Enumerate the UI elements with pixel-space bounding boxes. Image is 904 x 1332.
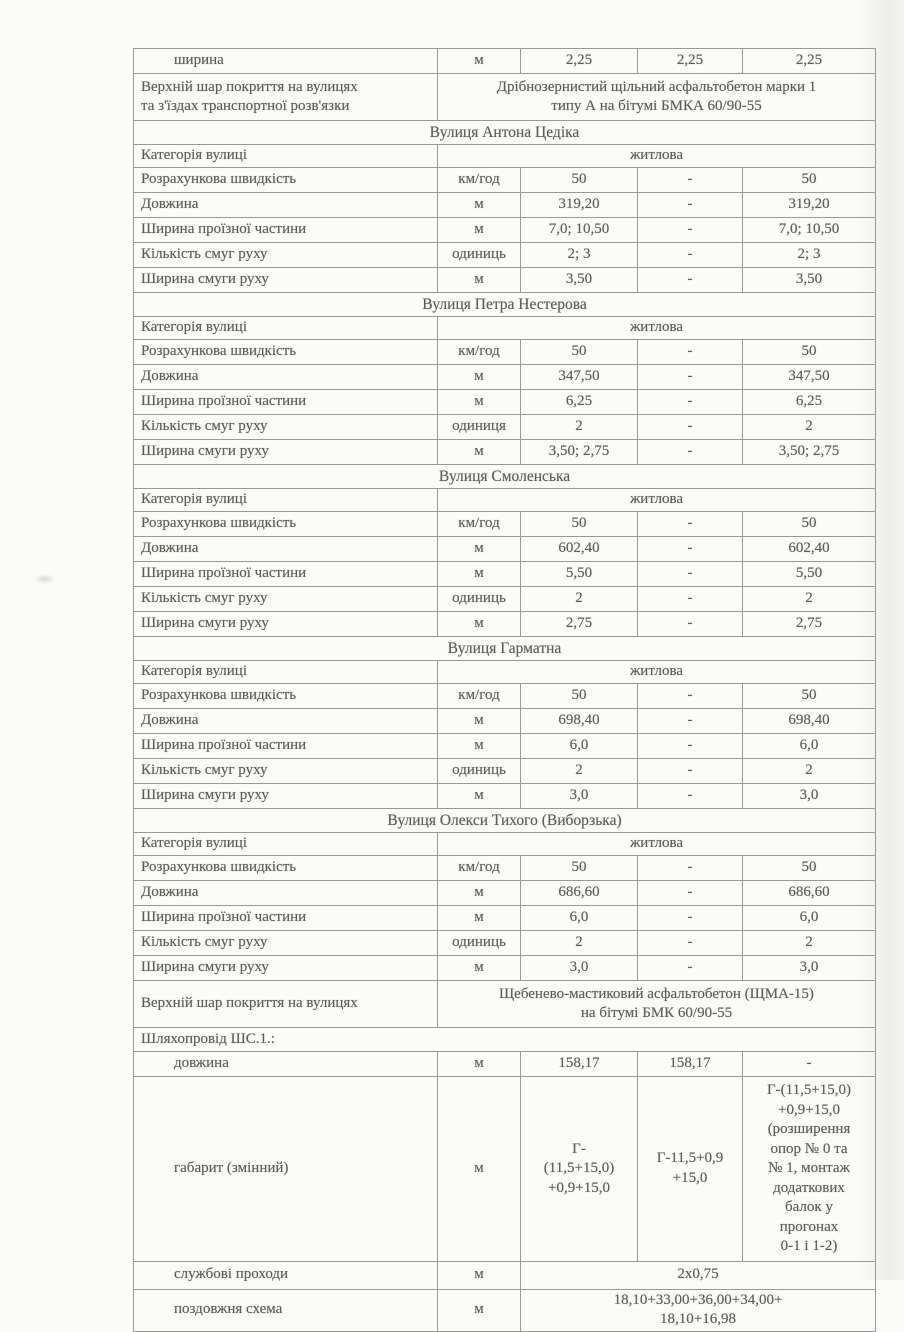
table-row (134, 489, 876, 512)
value-cell: 2; 3 (521, 243, 638, 268)
value-cell: 50 (743, 340, 876, 365)
value-cell: 50 (743, 168, 876, 193)
unit-cell: м (438, 562, 521, 587)
unit-cell: м (438, 784, 521, 809)
value-cell: - (638, 415, 743, 440)
table-row (134, 415, 876, 440)
value-cell: - (638, 881, 743, 906)
value-cell: - (638, 956, 743, 981)
param-name-cell: Кількість смуг руху (134, 587, 438, 612)
param-name-cell: Категорія вулиці (134, 317, 438, 340)
unit-cell: одиниць (438, 931, 521, 956)
table-row (134, 881, 876, 906)
spec-value-cell: Щебенево-мастиковий асфальтобетон (ЩМА-15) на бітумі БМК 60/90-55 (438, 981, 876, 1028)
unit-cell: м (438, 709, 521, 734)
value-cell: - (638, 759, 743, 784)
unit-cell: м (438, 1077, 521, 1262)
table-row (134, 709, 876, 734)
value-cell: - (638, 365, 743, 390)
value-cell: 3,50 (743, 268, 876, 293)
unit-cell: м (438, 906, 521, 931)
value-cell: 50 (743, 684, 876, 709)
value-cell: - (638, 562, 743, 587)
param-name-cell: Кількість смуг руху (134, 415, 438, 440)
value-cell: 2 (521, 587, 638, 612)
value-cell: 2 (743, 415, 876, 440)
table-row (134, 784, 876, 809)
street-spec-table (133, 48, 876, 1332)
value-cell: 2 (521, 931, 638, 956)
value-cell: - (638, 440, 743, 465)
merged-value-cell: 2х0,75 (521, 1261, 876, 1289)
unit-cell: одиниць (438, 759, 521, 784)
value-cell: 50 (743, 856, 876, 881)
table-row (134, 465, 876, 489)
value-cell: 686,60 (521, 881, 638, 906)
value-cell: 2,75 (743, 612, 876, 637)
param-name-cell: Довжина (134, 193, 438, 218)
value-cell: - (638, 709, 743, 734)
value-cell: 3,0 (743, 956, 876, 981)
spec-value-cell: Дрібнозернистий щільний асфальтобетон марки 1 типу А на бітумі БМКА 60/90-55 (438, 74, 876, 121)
value-cell: 6,0 (521, 906, 638, 931)
unit-cell: км/год (438, 168, 521, 193)
value-cell: 319,20 (521, 193, 638, 218)
param-name-cell: поздовжня схема (134, 1289, 438, 1331)
unit-cell: м (438, 218, 521, 243)
table-row (134, 637, 876, 661)
unit-cell: м (438, 390, 521, 415)
table-row (134, 587, 876, 612)
table-row (134, 1261, 876, 1289)
value-cell: 2,75 (521, 612, 638, 637)
param-name-cell: Розрахункова швидкість (134, 684, 438, 709)
value-cell: Г-(11,5+15,0) +0,9+15,0 (розширення опор № 0 та № 1, монтаж додаткових балок у прогонах 0-1 і 1-2) (743, 1077, 876, 1262)
category-value-cell: житлова (438, 145, 876, 168)
value-cell: 602,40 (521, 537, 638, 562)
unit-cell: одиниця (438, 415, 521, 440)
param-name-cell: довжина (134, 1052, 438, 1077)
unit-cell: км/год (438, 684, 521, 709)
street-section-title: Вулиця Гарматна (134, 637, 876, 661)
param-name-cell: Кількість смуг руху (134, 243, 438, 268)
param-name-cell: Розрахункова швидкість (134, 856, 438, 881)
value-cell: Г-11,5+0,9 +15,0 (638, 1077, 743, 1262)
unit-cell: м (438, 612, 521, 637)
table-row (134, 684, 876, 709)
value-cell: 2; 3 (743, 243, 876, 268)
value-cell: 3,0 (521, 784, 638, 809)
value-cell: 686,60 (743, 881, 876, 906)
scan-artifact (34, 574, 56, 584)
table-row (134, 1077, 876, 1262)
unit-cell: м (438, 193, 521, 218)
unit-cell: м (438, 956, 521, 981)
street-section-title: Вулиця Антона Цедіка (134, 121, 876, 145)
param-name-cell: Категорія вулиці (134, 489, 438, 512)
param-name-cell: Кількість смуг руху (134, 931, 438, 956)
unit-cell: м (438, 365, 521, 390)
param-name-cell: Ширина смуги руху (134, 956, 438, 981)
value-cell: 3,50; 2,75 (743, 440, 876, 465)
value-cell: 3,0 (521, 956, 638, 981)
category-value-cell: житлова (438, 661, 876, 684)
param-name-cell: ширина (134, 49, 438, 74)
value-cell: 6,0 (743, 906, 876, 931)
value-cell: 602,40 (743, 537, 876, 562)
value-cell: 319,20 (743, 193, 876, 218)
value-cell: 347,50 (743, 365, 876, 390)
value-cell: 5,50 (743, 562, 876, 587)
param-name-cell: Ширина смуги руху (134, 784, 438, 809)
value-cell: 7,0; 10,50 (743, 218, 876, 243)
value-cell: - (638, 168, 743, 193)
value-cell: - (638, 537, 743, 562)
value-cell: - (638, 243, 743, 268)
category-value-cell: житлова (438, 833, 876, 856)
table-row (134, 440, 876, 465)
value-cell: Г- (11,5+15,0) +0,9+15,0 (521, 1077, 638, 1262)
param-name-cell: Довжина (134, 881, 438, 906)
value-cell: - (638, 218, 743, 243)
value-cell: - (638, 340, 743, 365)
unit-cell: м (438, 440, 521, 465)
table-row (134, 833, 876, 856)
unit-cell: м (438, 49, 521, 74)
value-cell: 158,17 (638, 1052, 743, 1077)
table-row (134, 537, 876, 562)
value-cell: - (638, 734, 743, 759)
value-cell: 50 (521, 340, 638, 365)
value-cell: 2,25 (521, 49, 638, 74)
param-name-cell: Кількість смуг руху (134, 759, 438, 784)
value-cell: 6,25 (743, 390, 876, 415)
value-cell: 7,0; 10,50 (521, 218, 638, 243)
unit-cell: м (438, 734, 521, 759)
unit-cell: одиниць (438, 587, 521, 612)
table-row (134, 612, 876, 637)
table-row (134, 121, 876, 145)
value-cell: - (638, 587, 743, 612)
table-row (134, 340, 876, 365)
unit-cell: м (438, 1052, 521, 1077)
param-name-cell: Категорія вулиці (134, 145, 438, 168)
value-cell: - (638, 784, 743, 809)
table-row (134, 906, 876, 931)
unit-cell: м (438, 537, 521, 562)
table-row (134, 145, 876, 168)
table-row (134, 218, 876, 243)
value-cell: 3,0 (743, 784, 876, 809)
value-cell: 347,50 (521, 365, 638, 390)
category-value-cell: житлова (438, 489, 876, 512)
unit-cell: км/год (438, 340, 521, 365)
value-cell: 50 (521, 168, 638, 193)
table-row (134, 74, 876, 121)
value-cell: 5,50 (521, 562, 638, 587)
value-cell: 2 (743, 759, 876, 784)
param-name-cell: Ширина смуги руху (134, 440, 438, 465)
category-value-cell: житлова (438, 317, 876, 340)
street-section-title: Вулиця Смоленська (134, 465, 876, 489)
table-row (134, 268, 876, 293)
unit-cell: м (438, 881, 521, 906)
param-name-cell: Довжина (134, 365, 438, 390)
value-cell: - (638, 512, 743, 537)
param-name-cell: Верхній шар покриття на вулицях (134, 981, 438, 1028)
param-name-cell: Розрахункова швидкість (134, 340, 438, 365)
table-row (134, 512, 876, 537)
param-name-cell: Ширина смуги руху (134, 268, 438, 293)
table-row (134, 809, 876, 833)
table-row (134, 1052, 876, 1077)
param-name-cell: Довжина (134, 709, 438, 734)
table-row (134, 293, 876, 317)
value-cell: 158,17 (521, 1052, 638, 1077)
value-cell: - (638, 684, 743, 709)
table-row (134, 390, 876, 415)
table-row (134, 856, 876, 881)
param-name-cell: Ширина смуги руху (134, 612, 438, 637)
table-row (134, 759, 876, 784)
value-cell: - (638, 268, 743, 293)
table-row (134, 317, 876, 340)
value-cell: 50 (521, 684, 638, 709)
param-name-cell: Ширина проїзної частини (134, 906, 438, 931)
table-row (134, 365, 876, 390)
value-cell: - (638, 390, 743, 415)
unit-cell: м (438, 1289, 521, 1331)
street-section-title: Вулиця Петра Нестерова (134, 293, 876, 317)
street-spec-table-body (134, 49, 876, 1332)
value-cell: - (743, 1052, 876, 1077)
value-cell: - (638, 931, 743, 956)
value-cell: 2,25 (638, 49, 743, 74)
value-cell: - (638, 906, 743, 931)
param-name-cell: Довжина (134, 537, 438, 562)
table-row (134, 981, 876, 1028)
value-cell: 6,0 (743, 734, 876, 759)
param-name-cell: Ширина проїзної частини (134, 734, 438, 759)
street-section-title: Вулиця Олекси Тихого (Виборзька) (134, 809, 876, 833)
table-row (134, 168, 876, 193)
value-cell: 2 (521, 415, 638, 440)
param-name-cell: Розрахункова швидкість (134, 512, 438, 537)
param-name-cell: Ширина проїзної частини (134, 218, 438, 243)
table-row (134, 734, 876, 759)
value-cell: 2 (521, 759, 638, 784)
unit-cell: км/год (438, 856, 521, 881)
param-name-cell: службові проходи (134, 1261, 438, 1289)
value-cell: 50 (521, 856, 638, 881)
value-cell: 3,50 (521, 268, 638, 293)
value-cell: - (638, 856, 743, 881)
value-cell: 3,50; 2,75 (521, 440, 638, 465)
unit-cell: одиниць (438, 243, 521, 268)
table-row (134, 193, 876, 218)
value-cell: - (638, 193, 743, 218)
unit-cell: м (438, 268, 521, 293)
table-row (134, 661, 876, 684)
table-row (134, 931, 876, 956)
param-name-cell: Категорія вулиці (134, 661, 438, 684)
table-row (134, 1028, 876, 1052)
param-name-cell: Розрахункова швидкість (134, 168, 438, 193)
table-row (134, 49, 876, 74)
param-name-cell: габарит (змінний) (134, 1077, 438, 1262)
param-name-cell: Верхній шар покриття на вулицях та з'їздах транспортної розв'язки (134, 74, 438, 121)
group-heading-cell: Шляхопровід ШС.1.: (134, 1028, 876, 1052)
value-cell: - (638, 612, 743, 637)
value-cell: 698,40 (521, 709, 638, 734)
param-name-cell: Категорія вулиці (134, 833, 438, 856)
value-cell: 2 (743, 587, 876, 612)
value-cell: 6,0 (521, 734, 638, 759)
unit-cell: км/год (438, 512, 521, 537)
value-cell: 2 (743, 931, 876, 956)
table-row (134, 243, 876, 268)
unit-cell: м (438, 1261, 521, 1289)
table-row (134, 1289, 876, 1331)
value-cell: 2,25 (743, 49, 876, 74)
merged-value-cell: 18,10+33,00+36,00+34,00+ 18,10+16,98 (521, 1289, 876, 1331)
table-row (134, 956, 876, 981)
value-cell: 698,40 (743, 709, 876, 734)
value-cell: 6,25 (521, 390, 638, 415)
table-row (134, 562, 876, 587)
param-name-cell: Ширина проїзної частини (134, 390, 438, 415)
param-name-cell: Ширина проїзної частини (134, 562, 438, 587)
value-cell: 50 (521, 512, 638, 537)
value-cell: 50 (743, 512, 876, 537)
